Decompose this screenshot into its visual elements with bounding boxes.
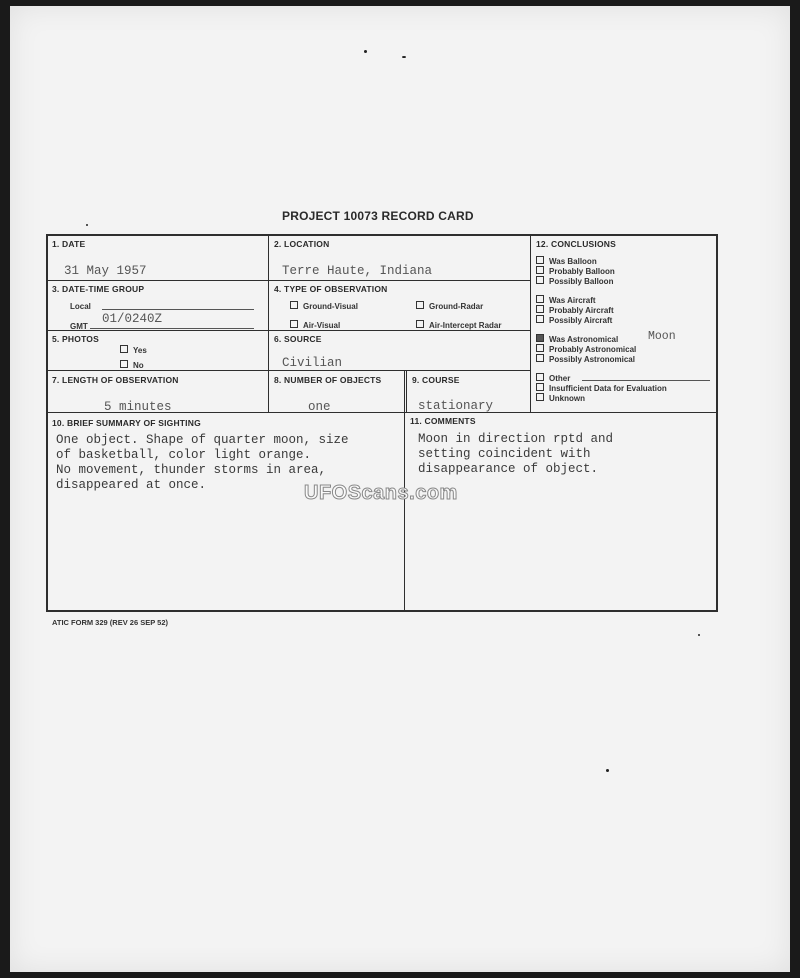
was-balloon-option: Was Balloon <box>536 256 597 266</box>
comment-line: disappearance of object. <box>418 462 599 476</box>
checkbox-icon <box>120 360 128 368</box>
source-label: 6. SOURCE <box>274 334 322 344</box>
length-value: 5 minutes <box>104 400 172 414</box>
summary-line: disappeared at once. <box>56 478 207 492</box>
astronomical-note: Moon <box>648 330 676 343</box>
checkbox-icon <box>536 373 544 381</box>
summary-line: One object. Shape of quarter moon, size <box>56 433 349 447</box>
speck <box>698 634 700 636</box>
num-objects-value: one <box>308 400 331 414</box>
checkbox-icon <box>536 383 544 391</box>
num-objects-label: 8. NUMBER OF OBJECTS <box>274 375 382 385</box>
date-value: 31 May 1957 <box>64 264 147 278</box>
checkbox-icon <box>536 295 544 303</box>
checkbox-icon <box>290 320 298 328</box>
ground-visual-option: Ground-Visual <box>290 301 358 311</box>
comments-text <box>418 432 613 477</box>
summary-label: 10. BRIEF SUMMARY OF SIGHTING <box>52 418 201 428</box>
unknown-option: Unknown <box>536 393 585 403</box>
was-astronomical-option: Was Astronomical <box>536 334 618 344</box>
other-option: Other <box>536 373 570 383</box>
speck <box>364 50 367 53</box>
checkbox-icon <box>536 354 544 362</box>
probably-balloon-option: Probably Balloon <box>536 266 615 276</box>
checkbox-icon <box>536 315 544 323</box>
checkbox-icon <box>536 393 544 401</box>
date-label: 1. DATE <box>52 239 86 249</box>
checkbox-icon <box>536 276 544 284</box>
air-intercept-option: Air-Intercept Radar <box>416 320 501 330</box>
air-visual-option: Air-Visual <box>290 320 340 330</box>
source-value: Civilian <box>282 356 343 370</box>
comment-line: Moon in direction rptd and <box>418 432 614 446</box>
location-value: Terre Haute, Indiana <box>282 264 433 278</box>
dtg-label: 3. DATE-TIME GROUP <box>52 284 145 294</box>
card-title: PROJECT 10073 RECORD CARD <box>282 209 474 223</box>
checkbox-icon <box>416 301 424 309</box>
location-label: 2. LOCATION <box>274 239 330 249</box>
summary-line: of basketball, color light orange. <box>56 448 312 462</box>
checkbox-icon <box>536 305 544 313</box>
watermark: UFOScans.com <box>304 482 458 504</box>
photos-yes-option: Yes <box>120 345 147 355</box>
possibly-aircraft-option: Possibly Aircraft <box>536 315 612 325</box>
probably-aircraft-option: Probably Aircraft <box>536 305 614 315</box>
speck <box>606 769 609 772</box>
comments-label: 11. COMMENTS <box>410 416 476 426</box>
speck <box>86 224 88 226</box>
checkbox-icon <box>536 344 544 352</box>
possibly-balloon-option: Possibly Balloon <box>536 276 613 286</box>
was-aircraft-option: Was Aircraft <box>536 295 596 305</box>
insufficient-data-option: Insufficient Data for Evaluation <box>536 383 667 393</box>
photos-label: 5. PHOTOS <box>52 334 99 344</box>
photos-no-option: No <box>120 360 144 370</box>
summary-line: No movement, thunder storms in area, <box>56 463 327 477</box>
gmt-value: 01/0240Z <box>102 312 163 326</box>
gmt-label: GMT <box>70 322 88 331</box>
course-value: stationary <box>418 399 494 413</box>
type-obs-label: 4. TYPE OF OBSERVATION <box>274 284 388 294</box>
checkbox-icon <box>120 345 128 353</box>
checked-box-icon <box>536 334 544 342</box>
ground-radar-option: Ground-Radar <box>416 301 483 311</box>
course-label: 9. COURSE <box>412 375 460 385</box>
form-id: ATIC FORM 329 (REV 26 SEP 52) <box>52 618 169 627</box>
checkbox-icon <box>536 256 544 264</box>
conclusions-label: 12. CONCLUSIONS <box>536 239 616 249</box>
comment-line: setting coincident with <box>418 447 591 461</box>
checkbox-icon <box>416 320 424 328</box>
probably-astronomical-option: Probably Astronomical <box>536 344 636 354</box>
local-label: Local <box>70 302 91 311</box>
possibly-astronomical-option: Possibly Astronomical <box>536 354 635 364</box>
checkbox-icon <box>536 266 544 274</box>
length-label: 7. LENGTH OF OBSERVATION <box>52 375 179 385</box>
checkbox-icon <box>290 301 298 309</box>
speck <box>402 56 406 58</box>
